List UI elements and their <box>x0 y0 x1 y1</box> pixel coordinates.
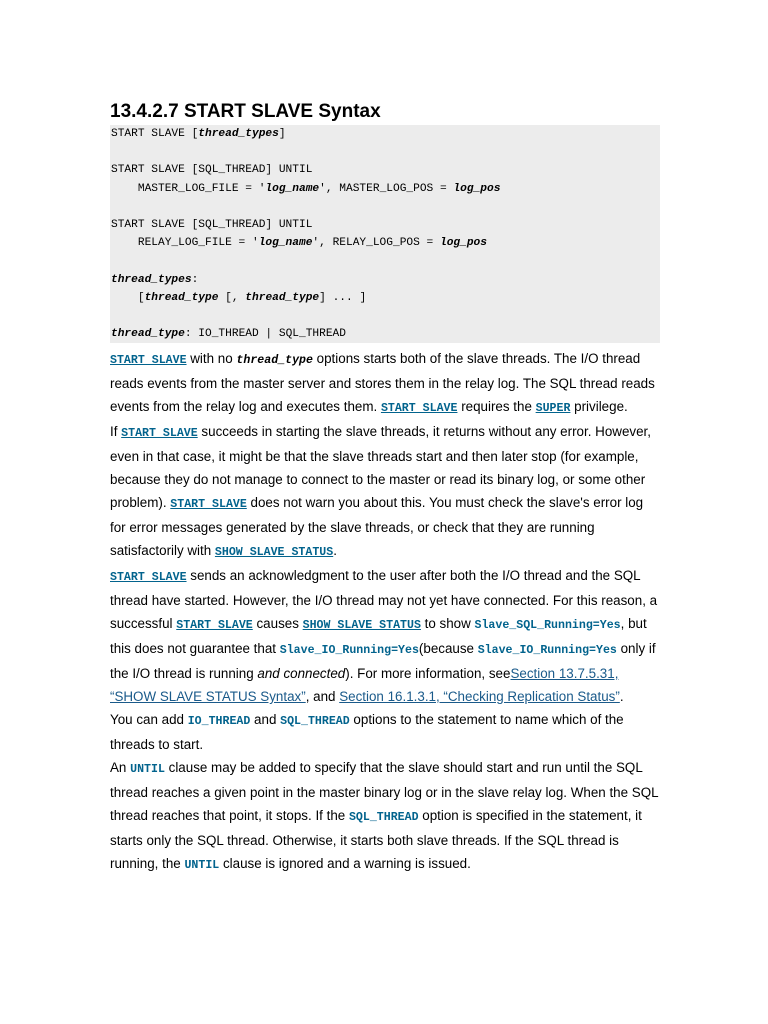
start-slave-link[interactable]: START SLAVE <box>110 354 187 367</box>
code-text: MASTER_LOG_FILE = ' <box>111 182 266 195</box>
text: with no <box>186 351 237 366</box>
code-var: thread_types <box>111 273 192 286</box>
super-privilege-link[interactable]: SUPER <box>535 402 571 415</box>
code-var: log_pos <box>453 182 501 195</box>
code-text: RELAY_LOG_FILE = ' <box>111 237 259 250</box>
sql-thread-code: SQL_THREAD <box>280 715 350 728</box>
code-var: log_name <box>258 237 313 250</box>
text: options to the statement to name which of the threads to start. <box>110 712 624 752</box>
section-heading: 13.4.2.7 START SLAVE Syntax <box>110 101 381 122</box>
text: requires the <box>457 399 536 414</box>
code-text: : IO_THREAD | SQL_THREAD <box>184 328 346 341</box>
text: An <box>110 760 131 775</box>
code-var: thread_type <box>144 291 219 304</box>
sql-thread-code: SQL_THREAD <box>348 811 419 824</box>
text: sends an acknowledgment to the user after both the I/O thread and the SQL thread have started. However, the I/O thread may not yet have connected. For this reason, a successful <box>110 568 658 631</box>
start-slave-link[interactable]: START SLAVE <box>176 619 253 632</box>
section-link-checking-replication[interactable]: Section 16.1.3.1, “Checking Replication Status” <box>339 689 620 704</box>
text: , but this does not guarantee that <box>110 616 647 656</box>
paragraph-until-clause <box>110 756 660 877</box>
code-text: ] ... ] <box>319 291 367 304</box>
paragraph-thread-options <box>110 708 660 756</box>
io-thread-code: IO_THREAD <box>187 715 251 728</box>
document-page <box>110 99 660 877</box>
start-slave-link[interactable]: START SLAVE <box>110 571 187 584</box>
emphasis-text: and connected <box>257 666 346 681</box>
text: option is specified in the statement, it starts only the SQL thread. Otherwise, it starts both slave threads. If the SQL thread is running, the <box>110 808 642 871</box>
text: clause may be added to specify that the slave should start and run until the SQL thread reaches a given point in the master binary log or in the slave relay log. When the SQL thread reaches that point, it stops. If the <box>110 760 659 823</box>
code-text: [, <box>218 291 246 304</box>
start-slave-link[interactable]: START SLAVE <box>380 402 458 415</box>
text: only if the I/O thread is running <box>110 641 656 681</box>
text: (because <box>418 641 478 656</box>
start-slave-link[interactable]: START SLAVE <box>121 427 198 440</box>
text: . <box>333 543 337 558</box>
code-var: thread_type <box>111 328 185 341</box>
code-text: ', MASTER_LOG_POS = <box>319 182 454 195</box>
code-text: START SLAVE [ <box>111 128 199 140</box>
code-var: thread_types <box>198 128 279 140</box>
slave-sql-running-code: Slave_SQL_Running=Yes <box>474 619 621 632</box>
until-code: UNTIL <box>184 859 220 872</box>
code-text: : <box>191 273 199 286</box>
paragraph-errors <box>110 420 660 564</box>
section-link-show-slave-status[interactable]: Section 13.7.5.31, “SHOW SLAVE STATUS Syntax” <box>110 666 619 704</box>
text: privilege. <box>570 399 628 414</box>
text: ). For more information, see <box>345 666 511 681</box>
text: You can add <box>110 712 188 727</box>
text: causes <box>252 616 303 631</box>
start-slave-link[interactable]: START SLAVE <box>170 498 247 511</box>
code-text: START SLAVE [SQL_THREAD] UNTIL <box>111 164 313 177</box>
paragraph-acknowledgment <box>110 564 660 708</box>
thread-type-var: thread_type <box>236 354 313 367</box>
slave-io-running-code: Slave_IO_Running=Yes <box>477 644 617 657</box>
text: and <box>250 712 281 727</box>
show-slave-status-link[interactable]: SHOW SLAVE STATUS <box>214 546 334 559</box>
code-var: thread_type <box>245 291 320 304</box>
text: , and <box>305 689 340 704</box>
code-text: START SLAVE [SQL_THREAD] UNTIL <box>111 219 313 232</box>
text: to show <box>420 616 475 631</box>
code-text: ', RELAY_LOG_POS = <box>312 237 440 250</box>
text: . <box>619 689 624 704</box>
text: clause is ignored and a warning is issued. <box>219 856 471 871</box>
slave-io-running-code: Slave_IO_Running=Yes <box>279 644 419 657</box>
text: succeeds in starting the slave threads, it returns without any error. However, even in that case, it might be that the slave threads start and then later stop (for example, because they do not manage to connect to the master or read its binary log, or some other problem). <box>110 424 651 510</box>
code-var: log_pos <box>439 237 487 250</box>
until-code: UNTIL <box>130 763 165 776</box>
text: If <box>110 424 122 439</box>
paragraph-intro <box>110 347 660 420</box>
code-text: ] <box>278 128 286 140</box>
text: options starts both of the slave threads. The I/O thread reads events from the master server and stores them in the relay log. The SQL thread reads events from the relay log and executes them. <box>110 351 655 414</box>
text: does not warn you about this. You must check the slave's error log for error messages generated by the slave threads, or check that they are running satisfactorily with <box>110 495 644 558</box>
syntax-code-block <box>110 125 660 343</box>
code-text: [ <box>111 291 145 304</box>
show-slave-status-link[interactable]: SHOW SLAVE STATUS <box>302 619 421 632</box>
code-var: log_name <box>265 182 320 195</box>
